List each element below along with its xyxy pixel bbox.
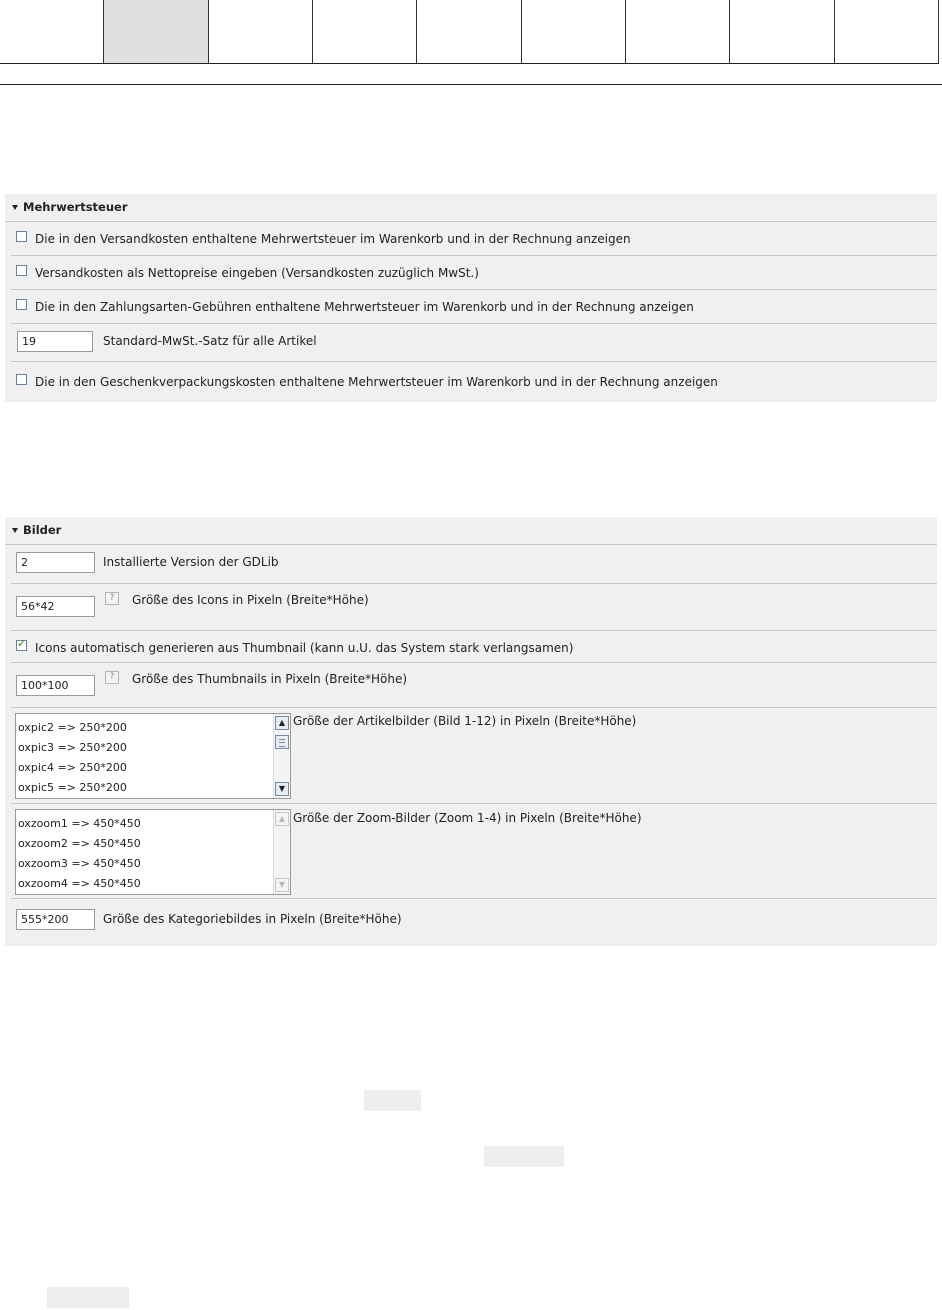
scrollbar[interactable]: [273, 810, 290, 894]
tab-8[interactable]: [730, 0, 834, 63]
scroll-thumb[interactable]: [275, 735, 289, 749]
mwst-heading: Mehrwertsteuer: [23, 200, 128, 214]
tab-strip: [0, 0, 939, 64]
article-image-sizes-listbox[interactable]: [15, 713, 291, 799]
mwst-panel: [5, 194, 937, 402]
zoom-image-sizes-label: Größe der Zoom-Bilder (Zoom 1-4) in Pixeln (Breite*Höhe): [293, 811, 642, 825]
auto-icons-row: [11, 631, 937, 663]
icon-size-label: Größe des Icons in Pixeln (Breite*Höhe): [132, 593, 369, 607]
mwst-row-payment-vat: [11, 290, 937, 324]
collapse-triangle-icon: [12, 528, 18, 533]
mwst-row-net-shipping: [11, 256, 937, 290]
giftwrap-vat-label: Die in den Geschenkverpackungskosten enthaltene Mehrwertsteuer im Warenkorb und in der Rechnung anzeigen: [35, 375, 718, 389]
icon-size-row: [11, 584, 937, 631]
divider-line: [0, 84, 942, 85]
collapse-triangle-icon: [12, 205, 18, 210]
category-size-row: [11, 899, 937, 940]
payment-vat-checkbox[interactable]: [16, 299, 27, 310]
placeholder-block: [484, 1146, 564, 1167]
mwst-panel-header[interactable]: [5, 194, 937, 222]
tab-7[interactable]: [626, 0, 730, 63]
mwst-row-giftwrap-vat: [11, 362, 937, 400]
net-shipping-checkbox[interactable]: [16, 265, 27, 276]
tab-4[interactable]: [313, 0, 417, 63]
scroll-down-icon[interactable]: ▼: [275, 782, 289, 796]
list-item[interactable]: oxzoom2 => 450*450: [18, 837, 141, 850]
help-icon[interactable]: ?: [105, 671, 119, 684]
payment-vat-label: Die in den Zahlungsarten-Gebühren enthaltene Mehrwertsteuer im Warenkorb und in der Rechnung anzeigen: [35, 300, 694, 314]
thumb-size-row: [11, 663, 937, 708]
gdlib-version-input[interactable]: 2: [16, 552, 95, 573]
bilder-panel-header[interactable]: [5, 517, 937, 545]
zoom-image-sizes-listbox[interactable]: [15, 809, 291, 895]
tab-3[interactable]: [209, 0, 313, 63]
list-item[interactable]: oxpic5 => 250*200: [18, 781, 127, 794]
list-item[interactable]: oxpic2 => 250*200: [18, 721, 127, 734]
zoom-images-row: [11, 804, 937, 899]
icon-size-input[interactable]: 56*42: [16, 596, 95, 617]
placeholder-block: [364, 1090, 421, 1111]
article-images-row: [11, 708, 937, 804]
scroll-up-icon[interactable]: ▲: [275, 716, 289, 730]
gdlib-version-label: Installierte Version der GDLib: [103, 555, 279, 569]
list-item[interactable]: oxpic4 => 250*200: [18, 761, 127, 774]
tab-1[interactable]: [0, 0, 104, 63]
list-item[interactable]: oxzoom3 => 450*450: [18, 857, 141, 870]
help-icon[interactable]: ?: [105, 592, 119, 605]
bilder-heading: Bilder: [23, 523, 62, 537]
giftwrap-vat-checkbox[interactable]: [16, 374, 27, 385]
gdlib-row: [11, 545, 937, 584]
net-shipping-label: Versandkosten als Nettopreise eingeben (Versandkosten zuzüglich MwSt.): [35, 266, 479, 280]
thumbnail-size-label: Größe des Thumbnails in Pixeln (Breite*Höhe): [132, 672, 408, 686]
article-image-sizes-label: Größe der Artikelbilder (Bild 1-12) in Pixeln (Breite*Höhe): [293, 714, 637, 728]
tab-5[interactable]: [417, 0, 521, 63]
mwst-row-default-rate: [11, 324, 937, 362]
shipping-vat-label: Die in den Versandkosten enthaltene Mehrwertsteuer im Warenkorb und in der Rechnung anzeigen: [35, 232, 631, 246]
category-image-size-input[interactable]: 555*200: [16, 909, 95, 930]
list-item[interactable]: oxzoom1 => 450*450: [18, 817, 141, 830]
list-item[interactable]: oxzoom4 => 450*450: [18, 877, 141, 890]
scroll-up-icon[interactable]: ▲: [275, 812, 289, 826]
scrollbar[interactable]: [273, 714, 290, 798]
list-item[interactable]: oxpic3 => 250*200: [18, 741, 127, 754]
auto-icons-label: Icons automatisch generieren aus Thumbnail (kann u.U. das System stark verlangsamen): [35, 641, 574, 655]
category-image-size-label: Größe des Kategoriebildes in Pixeln (Breite*Höhe): [103, 912, 402, 926]
default-vat-rate-input[interactable]: 19: [17, 331, 93, 352]
tab-6[interactable]: [522, 0, 626, 63]
placeholder-block: [47, 1287, 129, 1308]
tab-2-active[interactable]: [104, 0, 208, 63]
default-vat-rate-label: Standard-MwSt.-Satz für alle Artikel: [103, 334, 317, 348]
scroll-down-icon[interactable]: ▼: [275, 878, 289, 892]
shipping-vat-checkbox[interactable]: [16, 231, 27, 242]
tab-9[interactable]: [835, 0, 939, 63]
mwst-row-shipping-vat: [11, 222, 937, 256]
bilder-panel: [5, 517, 937, 946]
auto-icons-checkbox[interactable]: [16, 640, 27, 651]
thumbnail-size-input[interactable]: 100*100: [16, 675, 95, 696]
